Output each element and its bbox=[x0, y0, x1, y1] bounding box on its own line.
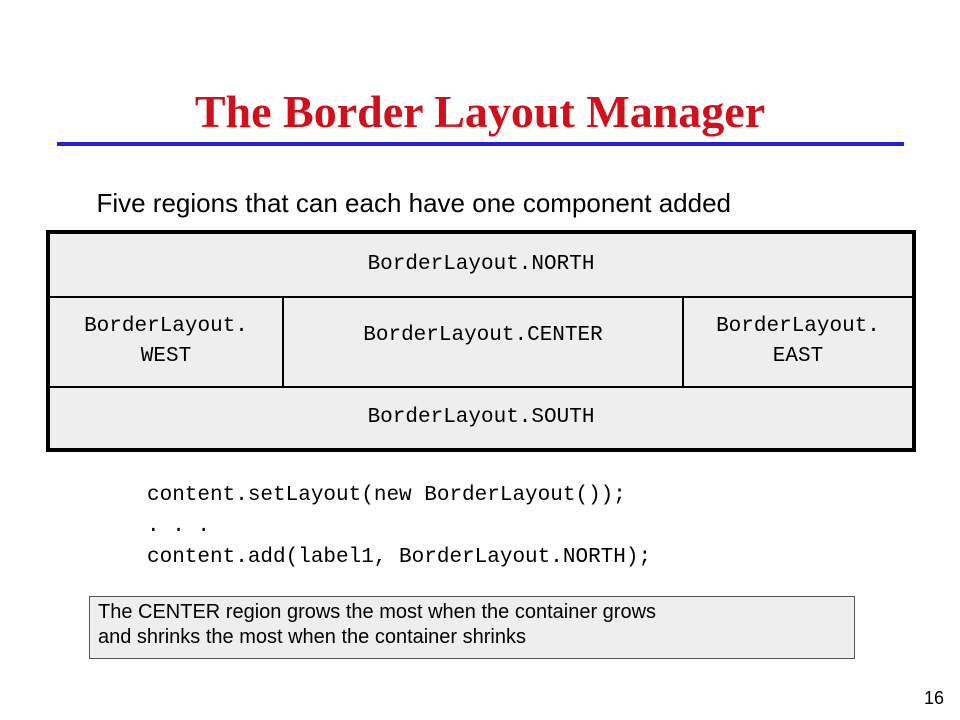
border-layout-diagram bbox=[46, 230, 916, 452]
code-line: content.setLayout(new BorderLayout()); bbox=[147, 484, 626, 507]
region-center bbox=[284, 298, 684, 386]
code-line: . . . bbox=[147, 515, 211, 538]
region-west-label-2: WEST bbox=[140, 345, 192, 368]
note-line-2: and shrinks the most when the container shrinks bbox=[98, 626, 526, 648]
region-west-label-1: BorderLayout. bbox=[84, 315, 248, 338]
region-east bbox=[684, 298, 912, 386]
slide-number: 16 bbox=[923, 688, 944, 708]
code-line: content.add(label1, BorderLayout.NORTH); bbox=[147, 546, 652, 569]
region-center-label: BorderLayout.CENTER bbox=[363, 324, 603, 347]
region-south-label: BorderLayout.SOUTH bbox=[367, 406, 595, 429]
region-east-label-1: BorderLayout. bbox=[716, 315, 880, 338]
region-north-label: BorderLayout.NORTH bbox=[367, 253, 595, 276]
region-west bbox=[50, 298, 284, 386]
note-line-1: The CENTER region grows the most when the container grows bbox=[98, 601, 657, 623]
intro-line-1: Five regions that can each have one component added bbox=[96, 188, 732, 218]
code-example bbox=[147, 480, 651, 573]
title-underline bbox=[57, 142, 904, 146]
slide-title: The Border Layout Manager bbox=[194, 86, 766, 137]
region-north bbox=[50, 234, 912, 298]
region-south bbox=[50, 386, 912, 448]
note-box bbox=[89, 596, 855, 659]
region-east-label-2: EAST bbox=[772, 345, 824, 368]
